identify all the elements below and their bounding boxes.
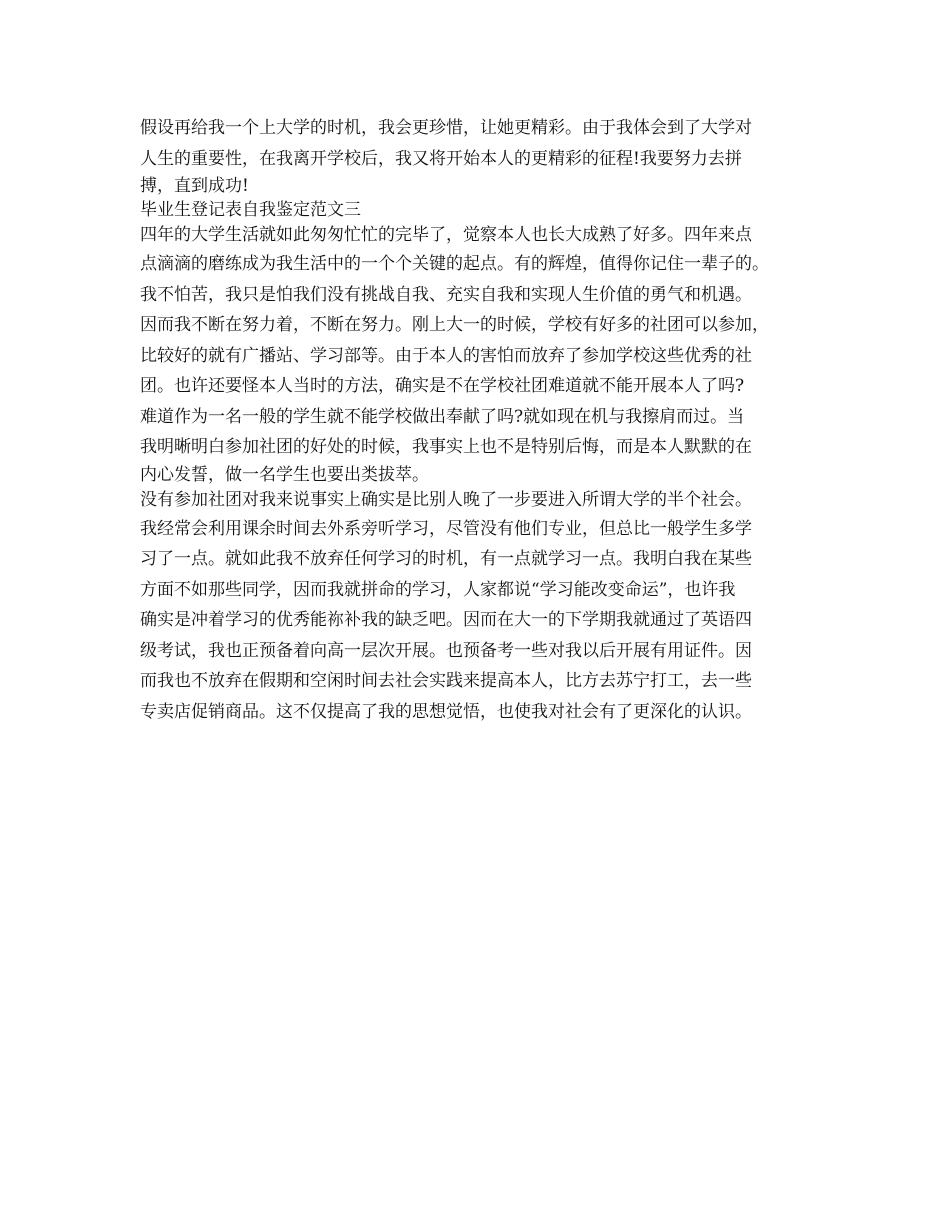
text-line: 我经常会利用课余时间去外系旁听学习，尽管没有他们专业，但总比一般学生多学 [140,518,752,539]
section-heading: 毕业生登记表自我鉴定范文三 [140,200,361,220]
text-line: 难道作为一名一般的学生就不能学校做出奉献了吗?就如现在机与我擦肩而过。当 [140,406,745,427]
text-line: 搏，直到成功! [140,176,249,196]
text-line: 没有参加社团对我来说事实上确实是比别人晚了一步要进入所谓大学的半个社会。 [140,489,752,510]
text-line: 因而我不断在努力着，不断在努力。刚上大一的时候，学校有好多的社团可以参加， [140,315,769,335]
text-line: 习了一点。就如此我不放弃任何学习的时机，有一点就学习一点。我明白我在某些 [140,549,752,569]
text-line: 级考试，我也正预备着向高一层次开展。也预备考一些对我以后开展有用证件。因 [140,640,752,661]
text-line: 专卖店促销商品。这不仅提高了我的思想觉悟，也使我对社会有了更深化的认识。 [140,701,752,722]
text-line: 内心发誓，做一名学生也要出类拔萃。 [140,464,429,485]
text-line: 团。也许还要怪本人当时的方法，确实是不在学校社团难道就不能开展本人了吗? [140,376,745,396]
text-line: 确实是冲着学习的优秀能祢补我的缺乏吧。因而在大一的下学期我就通过了英语四 [140,610,752,630]
text-line: 我明晰明白参加社团的好处的时候，我事实上也不是特别后悔，而是本人默默的在 [140,437,752,457]
text-line: 人生的重要性，在我离开学校后，我又将开始本人的更精彩的征程!我要努力去拼 [140,148,742,169]
text-line: 我不怕苦，我只是怕我们没有挑战自我、充实自我和实现人生价值的勇气和机遇。 [140,284,752,305]
text-line: 四年的大学生活就如此匆匆忙忙的完毕了，觉察本人也长大成熟了好多。四年来点 [140,225,752,245]
text-line: 方面不如那些同学，因而我就拼命的学习，人家都说“学习能改变命运”，也许我 [140,579,736,600]
text-line: 假设再给我一个上大学的时机，我会更珍惜，让她更精彩。由于我体会到了大学对 [140,118,752,138]
document-body [140,113,820,727]
text-line: 比较好的就有广播站、学习部等。由于本人的害怕而放弃了参加学校这些优秀的社 [140,345,752,366]
text-line: 而我也不放弃在假期和空闲时间去社会实践来提高本人，比方去苏宁打工，去一些 [140,671,752,691]
text-line: 点滴滴的磨练成为我生活中的一个个关键的起点。有的辉煌，值得你记住一辈子的。 [140,254,769,274]
